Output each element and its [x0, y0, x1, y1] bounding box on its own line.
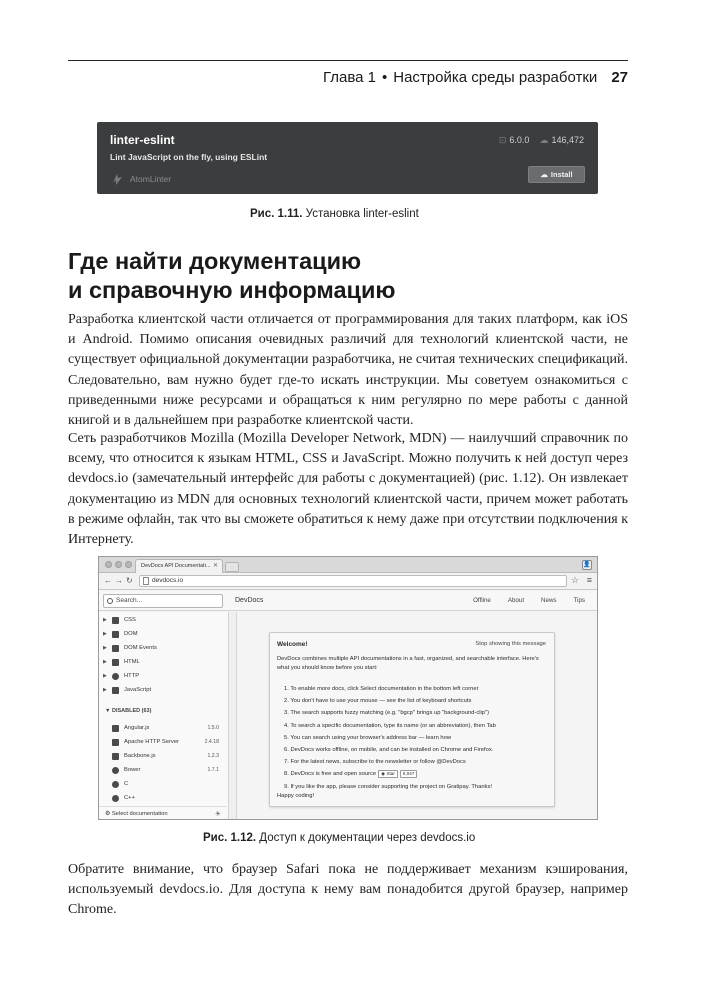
javascript-icon — [112, 687, 119, 694]
section-title-line1: Где найти документацию — [68, 248, 362, 274]
sidebar-item-label: Backbone.js — [124, 753, 156, 759]
running-header — [68, 60, 628, 90]
sidebar-item-backbonejs[interactable] — [99, 750, 227, 762]
list-item: 6. DevDocs works offline, on mobile, and can be installed on Chrome and Firefox. — [284, 746, 494, 753]
chapter-label: Глава 1 — [322, 69, 376, 86]
user-profile-icon[interactable]: 👤 — [583, 562, 591, 568]
browser-tab[interactable] — [135, 559, 223, 573]
page-icon — [143, 577, 149, 585]
expand-arrow-icon[interactable]: ▶ — [103, 673, 107, 679]
section-title-line2: и справочную информацию — [68, 277, 396, 303]
maximize-window-icon[interactable] — [125, 561, 132, 568]
sidebar-item-label: Apache HTTP Server — [124, 739, 179, 745]
happy-coding: Happy coding! — [277, 793, 315, 799]
doc-version: 1.5.0 — [207, 725, 219, 731]
devdocs-header — [99, 591, 597, 611]
list-item: 3. The search supports fuzzy matching (e.g. "bgcp" brings up "background-clip") — [284, 710, 489, 717]
devdocs-brand[interactable]: DevDocs — [235, 597, 264, 604]
sidebar-item-dom[interactable] — [99, 628, 227, 640]
select-documentation-label: Select documentation — [111, 811, 168, 817]
forward-icon[interactable]: → — [115, 576, 126, 585]
sidebar-item-label: Angular.js — [124, 725, 150, 731]
caption-number: Рис. 1.12. — [203, 832, 257, 844]
github-star-button[interactable] — [378, 770, 398, 778]
select-documentation-button[interactable] — [99, 806, 227, 820]
list-item: 7. For the latest news, subscribe to the newsletter or follow @DevDocs — [284, 759, 466, 766]
sidebar-item-c[interactable] — [99, 778, 227, 790]
header-separator: • — [381, 69, 388, 86]
author-name: AtomLinter — [130, 174, 172, 184]
nav-buttons — [104, 576, 136, 585]
caption-number: Рис. 1.11. — [250, 208, 303, 220]
doc-version: 1.7.1 — [207, 767, 219, 773]
welcome-list — [284, 683, 549, 793]
stop-showing-link[interactable]: Stop showing this message — [475, 641, 546, 647]
bower-icon — [112, 767, 119, 774]
angularjs-icon — [112, 725, 119, 732]
welcome-intro: DevDocs combines multiple API documentations in a fast, organized, and searchable interface. Here's what you should know before you start: — [277, 656, 539, 671]
expand-arrow-icon[interactable]: ▶ — [103, 687, 107, 693]
downloads-value: 146,472 — [551, 135, 584, 145]
collapse-arrow-icon: ▼ — [105, 708, 112, 714]
cloud-download-icon: ☁ — [540, 170, 548, 179]
new-tab-button[interactable] — [225, 562, 239, 572]
close-window-icon[interactable] — [105, 561, 112, 568]
nav-about[interactable]: About — [507, 597, 525, 604]
sidebar-item-http[interactable] — [99, 670, 227, 682]
backbonejs-icon — [112, 753, 119, 760]
star-count: 6,047 — [400, 770, 418, 778]
sidebar-item-html[interactable] — [99, 656, 227, 668]
browser-menu-icon[interactable]: ≡ — [586, 575, 592, 585]
paragraph-1: Разработка клиентской части отличается от программирования для таких платформ, как iOS и Android. Помимо описания очевидных различий для технологий клиентской части, не существует официальной документации разработчика, не считая технических спецификаций. Следовательно, вам нужно будет где-то искать инструкции. Мы советуем ознакомиться с приведенными ниже ресурсами и обращаться к ним регулярно по мере работы с данной книгой и в дальнейшем при разработке клиентской части. — [68, 312, 628, 429]
sidebar-item-label: JavaScript — [124, 687, 152, 693]
minimize-window-icon[interactable] — [115, 561, 122, 568]
package-stats — [499, 135, 584, 146]
doc-version: 1.2.3 — [207, 753, 219, 759]
paragraph-2: Сеть разработчиков Mozilla (Mozilla Developer Network, MDN) — наилучший справочник по всему, что относится к языкам HTML, CSS и JavaScript. Можно получить к ней доступ через devdocs.io (замечательный интерфейс для работы с документацией) (рис. 1.12). Он извлекает документацию из MDN для основных технологий клиентской части, причем может работать в режиме офлайн, так что вы сможете обратиться к нему даже при отсутствии подключения к Интернету. — [68, 431, 628, 548]
brightness-icon[interactable]: ☀ — [214, 811, 221, 818]
sidebar-item-label: HTTP — [124, 673, 140, 679]
list-item: 5. You can search using your browser's address bar — learn how — [284, 734, 452, 741]
dom-events-icon — [112, 645, 119, 652]
sidebar-item-label: C — [124, 781, 129, 787]
install-button[interactable] — [528, 166, 585, 183]
welcome-title: Welcome! — [277, 641, 308, 648]
list-item: 1. To enable more docs, click Select documentation in the bottom left corner — [284, 686, 479, 692]
sidebar-item-label: HTML — [124, 659, 140, 665]
list-item: 9. If you like the app, please consider supporting the project on Gratipay. Thanks! — [284, 783, 492, 790]
disabled-docs-label-text: DISABLED (63) — [111, 708, 152, 714]
caption-text: Установка linter-eslint — [302, 208, 419, 220]
package-name[interactable]: linter-eslint — [110, 133, 175, 147]
dom-icon — [112, 631, 119, 638]
expand-arrow-icon[interactable]: ▶ — [103, 659, 107, 665]
nav-tips[interactable]: Tips — [573, 597, 585, 604]
sidebar-item-cpp[interactable] — [99, 792, 227, 804]
sidebar-item-label: DOM Events — [124, 645, 157, 651]
page-number: 27 — [611, 69, 628, 86]
search-icon — [107, 598, 113, 604]
bookmark-star-icon[interactable]: ☆ — [570, 575, 579, 585]
sidebar-item-bower[interactable] — [99, 764, 227, 776]
figure-caption-1-12 — [203, 832, 475, 844]
url-text: devdocs.io — [152, 577, 184, 584]
docs-sidebar — [99, 612, 229, 820]
apache-feather-icon — [112, 739, 119, 746]
close-tab-icon[interactable]: ✕ — [212, 563, 218, 569]
running-header-text — [323, 69, 628, 86]
github-icon: ◉ — [381, 770, 387, 776]
sidebar-item-css[interactable] — [99, 614, 227, 626]
sidebar-item-apache[interactable] — [99, 736, 227, 748]
expand-arrow-icon[interactable]: ▶ — [103, 631, 107, 637]
version-value: 6.0.0 — [509, 135, 530, 145]
sidebar-item-label: DOM — [124, 631, 138, 637]
sidebar-item-label: CSS — [124, 617, 136, 623]
doc-version: 2.4.18 — [204, 739, 219, 745]
tag-icon: ⊡ — [498, 135, 507, 145]
sidebar-item-label: Bower — [124, 767, 141, 773]
chapter-title: Настройка среды разработки — [393, 69, 598, 86]
tab-title: DevDocs API Documentati... — [141, 563, 211, 569]
browser-window-devdocs — [98, 556, 598, 820]
browser-tab-bar — [99, 557, 597, 573]
window-controls — [105, 561, 132, 568]
docs-search-input[interactable] — [103, 594, 223, 608]
figure-caption-1-11 — [250, 208, 419, 220]
downloads-stat — [539, 135, 584, 146]
address-bar[interactable] — [139, 575, 567, 587]
browser-toolbar — [99, 573, 597, 590]
welcome-panel — [269, 632, 555, 807]
sidebar-item-javascript[interactable] — [99, 684, 227, 696]
cpp-icon — [112, 795, 119, 802]
sidebar-item-label: C++ — [124, 795, 135, 801]
sidebar-item-dom-events[interactable] — [99, 642, 227, 654]
paragraph-3: Обратите внимание, что браузер Safari пока не поддерживает механизм кэширования, используемый devdocs.io. Для доступа к нему вам понадобится другой браузер, например Chrome. — [68, 862, 628, 918]
back-icon[interactable]: ← — [104, 576, 115, 585]
nav-offline[interactable]: Offline — [473, 597, 491, 604]
nav-news[interactable]: News — [541, 597, 557, 604]
package-description: Lint JavaScript on the fly, using ESLint — [110, 152, 268, 162]
http-icon — [112, 673, 119, 680]
cloud-download-icon: ☁ — [539, 135, 549, 145]
list-item: 4. To search a specific documentation, type its name (or an abbreviation), then Tab — [284, 722, 496, 729]
package-author[interactable] — [110, 172, 171, 186]
author-avatar-icon — [110, 172, 124, 186]
c-icon — [112, 781, 119, 788]
expand-arrow-icon[interactable]: ▶ — [103, 617, 107, 623]
expand-arrow-icon[interactable]: ▶ — [103, 645, 107, 651]
reload-icon[interactable]: ↻ — [126, 576, 136, 585]
install-label: Install — [550, 170, 573, 179]
devdocs-nav — [473, 597, 585, 604]
version-stat — [499, 135, 530, 146]
list-item-text: 8. DevDocs is free and open source — [284, 771, 377, 778]
disabled-docs-label[interactable] — [105, 708, 151, 714]
list-item — [284, 768, 549, 780]
section-title — [68, 247, 628, 305]
sidebar-item-angularjs[interactable] — [99, 722, 227, 734]
html-icon — [112, 659, 119, 666]
package-card-linter-eslint — [97, 122, 598, 194]
settings-circle-icon: ⚙ — [105, 811, 112, 817]
css-icon — [112, 617, 119, 624]
caption-text: Доступ к документации через devdocs.io — [256, 832, 476, 844]
star-label: Star — [386, 770, 395, 776]
list-item: 2. You don't have to use your mouse — see the list of keyboard shortcuts — [284, 698, 472, 705]
sidebar-scrollbar[interactable] — [229, 612, 237, 820]
search-placeholder: Search... — [116, 597, 143, 604]
